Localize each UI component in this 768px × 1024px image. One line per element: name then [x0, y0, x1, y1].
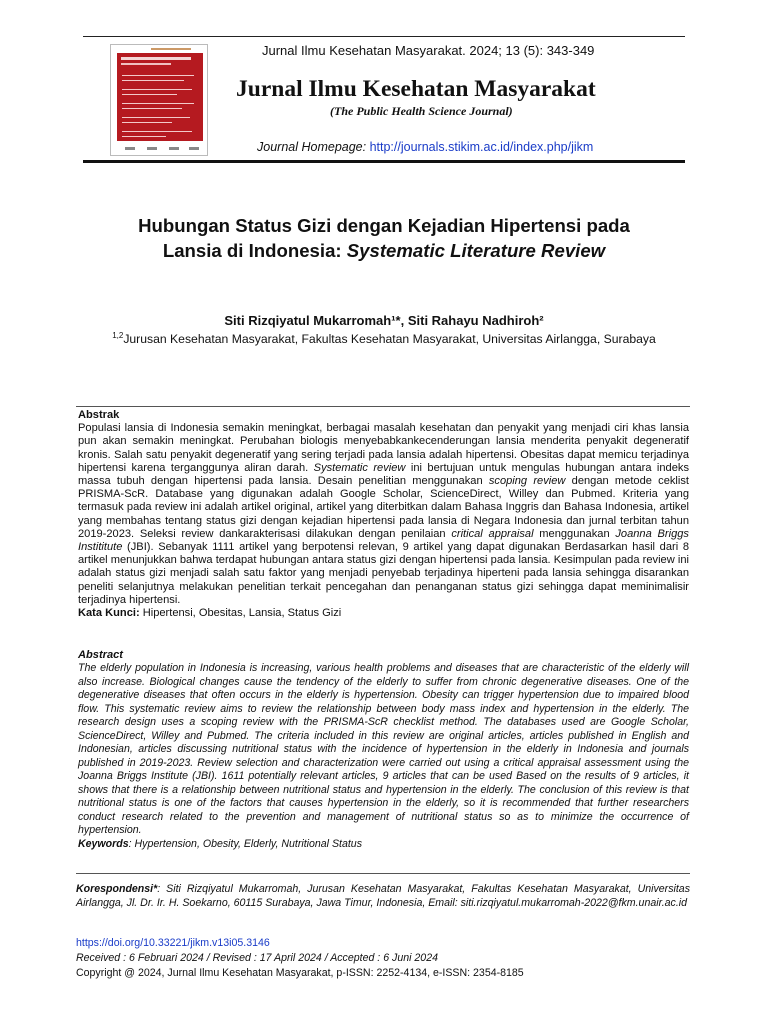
keywords-text: : Hypertension, Obesity, Elderly, Nutritional Status: [128, 837, 362, 850]
homepage-link[interactable]: http://journals.stikim.ac.id/index.php/jikm: [369, 140, 594, 154]
header-bottom-rule: [83, 160, 685, 163]
abstrak-i2: scoping review: [488, 475, 566, 488]
keywords: [78, 838, 689, 851]
authors: Siti Rizqiyatul Mukarromah¹*, Siti Rahayu Nadhiroh²: [224, 313, 544, 328]
keywords-label: Keywords: [78, 837, 129, 850]
journal-citation: Jurnal Ilmu Kesehatan Masyarakat. 2024; 13 (5): 343-349: [262, 43, 595, 58]
homepage-label: Journal Homepage:: [257, 140, 370, 154]
article-title: [80, 213, 688, 263]
abstract-top-rule: [76, 406, 690, 407]
correspondence-text: : Siti Rizqiyatul Mukarromah, Jurusan Kesehatan Masyarakat, Fakultas Kesehatan Masyarakat, Universitas Airlangga, Jl. Dr. Ir. H. Soekarno, 60115 Surabaya, Jawa Timur, Indonesia, Email: siti.rizqiyatul.mukarromah-2022@fkm.unair.ac.id: [76, 883, 690, 909]
abstrak-p2: ini bertujuan untuk mengulas hubungan antara indeks massa tubuh dengan hipertensi pada lansia. Desain penelitian menggunakan: [78, 461, 689, 488]
abstrak-section: [78, 409, 689, 620]
abstrak-i3: critical appraisal: [451, 527, 534, 540]
journal-subtitle: (The Public Health Science Journal): [330, 104, 513, 118]
affiliation-sup: 1,2: [112, 331, 124, 340]
correspondence-label: Korespondensi*: [76, 883, 158, 895]
abstrak-i1: Systematic review: [313, 461, 406, 474]
received-dates: Received : 6 Februari 2024 / Revised : 17 April 2024 / Accepted : 6 Juni 2024: [76, 952, 438, 964]
affiliation-text: Jurusan Kesehatan Masyarakat, Fakultas Kesehatan Masyarakat, Universitas Airlangga, Surabaya: [123, 332, 656, 347]
abstrak-p5: (JBI). Sebanyak 1111 artikel yang berpotensi relevan, 9 artikel yang dapat digunakan Berdasarkan hasil dari 8 artikel menunjukkan bahwa terdapat hubungan antara status gizi dengan hipertensi pada lansia. Kesimpulan pada review ini adalah status gizi menjadi salah satu faktor yang menjadi penyebab terjadinya hiperteni pada lansia sehingga disarankan peneliti selanjutnya melakukan penelitian terkait pencegahan dan penanganan status gizi sehingga dapat meminimalisir terjadinya hipertensi.: [78, 541, 689, 606]
affiliation: [80, 331, 688, 346]
correspondence: [76, 882, 690, 910]
kata-kunci-text: Hipertensi, Obesitas, Lansia, Status Gizi: [139, 607, 342, 620]
abstract-section: [78, 649, 689, 851]
header-top-rule: [83, 36, 685, 37]
abstrak-p1: Populasi lansia di Indonesia semakin meningkat, berbagai masalah kesehatan dan penyakit yang menjadi ciri khas lansia pun akan semakin meningkat. Perubahan biologis menyebabkankecenderungan lansia menderita penyakit degeneratif kronis. Salah satu penyakit degeneratif yang sering terjadi pada lansia adalah hipertensi. Obesitas dapat memicu terjadinya hipertensi karena terganggunya aliran darah.: [78, 422, 689, 474]
kata-kunci: [78, 607, 689, 620]
abstrak-text: [78, 422, 689, 607]
title-line-2: [80, 238, 688, 263]
abstract-text: The elderly population in Indonesia is increasing, various health problems and diseases that are characteristic of the elderly will also increase. Biological changes cause the tendency of the elderly to suffer from chronic degenerative diseases. One of the degenerative diseases that often occurs in the elderly is hypertension. Obesity can trigger hypertension due to impaired blood flow. This systematic review aims to review the relationship between body mass index and hypertension in the elderly. The research design uses a scoping review with the PRISMA-ScR checklist method. The databases used are Google Scholar, ScienceDirect, Willey and Pubmed. The criteria included in this review are original articles, articles published in English and Indonesian, articles discussing nutritional status with the incidence of hypertension in the elderly in Indonesia and journals published in 2019-2023. Review selection and characterization were carried out using a critical appraisal assessment using the Joanna Briggs Institute (JBI). 1611 potentially relevant articles, 9 articles that can be used Based on the results of 9 articles, it shows that there is a relationship between nutritional status and hypertension in the elderly. The conclusion of this review is that nutritional status is one of the factors that causes hypertension in the elderly, so it is recommended that further researchers conduct research related to the prevention and management of nutritional status so as to minimize the occurrence of hypertension.: [78, 662, 689, 837]
doi-link[interactable]: https://doi.org/10.33221/jikm.v13i05.3146: [76, 937, 270, 949]
journal-homepage: [257, 140, 593, 154]
abstrak-i4: Joanna Briggs Instititute: [78, 527, 689, 554]
journal-title: Jurnal Ilmu Kesehatan Masyarakat: [236, 76, 596, 102]
title-line-2-italic: Systematic Literature Review: [346, 240, 606, 261]
abstrak-p3: dengan metode ceklist PRISMA-ScR. Database yang digunakan adalah Google Scholar, ScienceDirect, Willey dan Pubmed. Kriteria yang termasuk pada review ini adalah artikel original, artikel yang diterbitkan dalam Bahasa Inggris dan Bahasa Indonesia, artikel yang membahas tentang status gizi dengan kejadian hipertensi pada lansia di Negara Indonesia dan jurnal terbitan tahun 2019-2023. Seleksi review dankarakterisasi dilakukan dengan penilaian: [78, 475, 689, 540]
title-line-2-plain: Lansia di Indonesia:: [162, 240, 347, 261]
abstrak-p4: menggunakan: [533, 527, 616, 540]
copyright: Copyright @ 2024, Jurnal Ilmu Kesehatan Masyarakat, p-ISSN: 2252-4134, e-ISSN: 2354-8185: [76, 967, 524, 979]
abstrak-heading: Abstrak: [78, 409, 120, 421]
abstract-bottom-rule: [76, 873, 690, 874]
kata-kunci-label: Kata Kunci:: [78, 607, 140, 620]
journal-cover-thumbnail: [110, 44, 208, 156]
doi: [76, 937, 270, 949]
title-line-1: Hubungan Status Gizi dengan Kejadian Hipertensi pada: [138, 215, 630, 236]
abstract-heading: Abstract: [78, 649, 124, 661]
